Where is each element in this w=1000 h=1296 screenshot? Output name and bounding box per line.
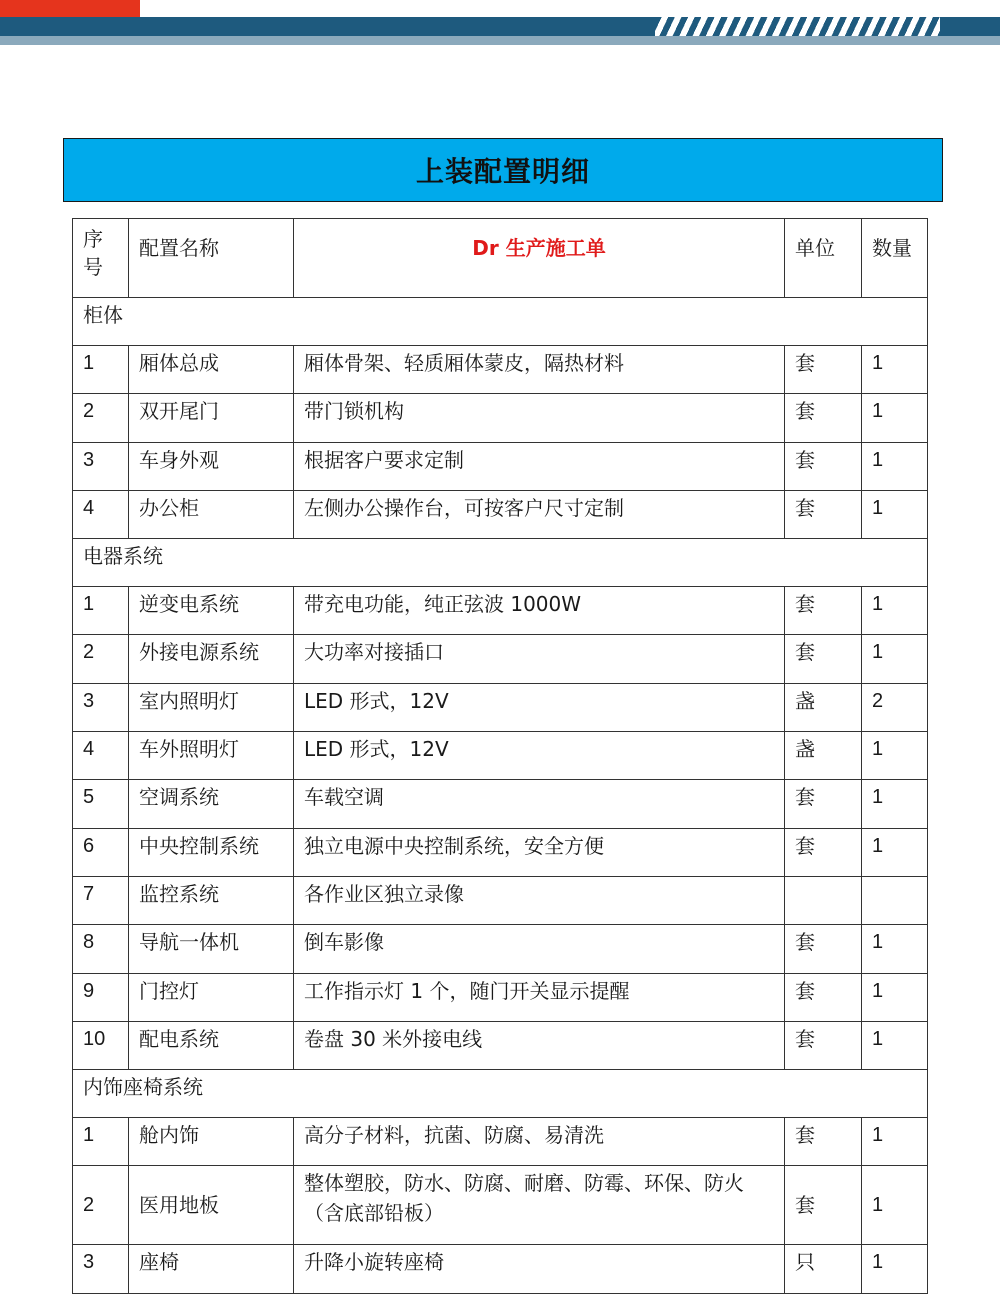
row-unit: 盏 bbox=[785, 732, 862, 780]
row-description: LED 形式，12V bbox=[294, 683, 785, 731]
header-band-end bbox=[940, 17, 1000, 36]
row-unit bbox=[785, 876, 862, 924]
row-unit: 套 bbox=[785, 925, 862, 973]
section-row bbox=[73, 539, 928, 587]
table-row bbox=[73, 1118, 928, 1166]
row-name: 配电系统 bbox=[129, 1021, 294, 1069]
row-unit: 套 bbox=[785, 490, 862, 538]
header-unit: 单位 bbox=[785, 219, 862, 298]
table-row bbox=[73, 683, 928, 731]
row-unit: 套 bbox=[785, 394, 862, 442]
table-row bbox=[73, 1021, 928, 1069]
row-number: 1 bbox=[73, 1118, 129, 1166]
row-unit: 套 bbox=[785, 587, 862, 635]
section-title: 内饰座椅系统 bbox=[73, 1070, 928, 1118]
row-description: 带充电功能，纯正弦波 1000W bbox=[294, 587, 785, 635]
row-number: 9 bbox=[73, 973, 129, 1021]
row-number: 4 bbox=[73, 732, 129, 780]
row-unit: 套 bbox=[785, 780, 862, 828]
row-name: 办公柜 bbox=[129, 490, 294, 538]
table-row bbox=[73, 780, 928, 828]
row-description: 卷盘 30 米外接电线 bbox=[294, 1021, 785, 1069]
section-title: 电器系统 bbox=[73, 539, 928, 587]
row-description: 高分子材料，抗菌、防腐、易清洗 bbox=[294, 1118, 785, 1166]
row-quantity: 2 bbox=[862, 683, 928, 731]
section-row bbox=[73, 298, 928, 346]
row-number: 6 bbox=[73, 828, 129, 876]
row-number: 2 bbox=[73, 1166, 129, 1245]
row-quantity: 1 bbox=[862, 828, 928, 876]
row-name: 监控系统 bbox=[129, 876, 294, 924]
row-name: 舱内饰 bbox=[129, 1118, 294, 1166]
table-row bbox=[73, 1245, 928, 1293]
row-description: 根据客户要求定制 bbox=[294, 442, 785, 490]
row-name: 双开尾门 bbox=[129, 394, 294, 442]
row-number: 2 bbox=[73, 635, 129, 683]
table-row bbox=[73, 925, 928, 973]
row-quantity: 1 bbox=[862, 780, 928, 828]
row-name: 车外照明灯 bbox=[129, 732, 294, 780]
row-description: 厢体骨架、轻质厢体蒙皮，隔热材料 bbox=[294, 346, 785, 394]
row-quantity: 1 bbox=[862, 973, 928, 1021]
header-seq: 序号 bbox=[73, 219, 129, 298]
row-description: 独立电源中央控制系统，安全方便 bbox=[294, 828, 785, 876]
row-unit: 套 bbox=[785, 635, 862, 683]
row-unit: 套 bbox=[785, 973, 862, 1021]
table-row bbox=[73, 490, 928, 538]
row-number: 3 bbox=[73, 442, 129, 490]
row-description: 车载空调 bbox=[294, 780, 785, 828]
row-name: 空调系统 bbox=[129, 780, 294, 828]
table-row bbox=[73, 973, 928, 1021]
config-table-body bbox=[73, 219, 928, 1294]
row-unit: 套 bbox=[785, 346, 862, 394]
table-row bbox=[73, 587, 928, 635]
row-description: 各作业区独立录像 bbox=[294, 876, 785, 924]
row-name: 逆变电系统 bbox=[129, 587, 294, 635]
header-qty: 数量 bbox=[862, 219, 928, 298]
row-unit: 套 bbox=[785, 1166, 862, 1245]
row-quantity: 1 bbox=[862, 635, 928, 683]
row-unit: 套 bbox=[785, 1021, 862, 1069]
row-unit: 套 bbox=[785, 1118, 862, 1166]
table-row bbox=[73, 1166, 928, 1245]
row-description: 大功率对接插口 bbox=[294, 635, 785, 683]
row-quantity: 1 bbox=[862, 587, 928, 635]
row-description: 左侧办公操作台，可按客户尺寸定制 bbox=[294, 490, 785, 538]
row-description: 倒车影像 bbox=[294, 925, 785, 973]
row-description: LED 形式，12V bbox=[294, 732, 785, 780]
row-quantity bbox=[862, 876, 928, 924]
header-name: 配置名称 bbox=[129, 219, 294, 298]
row-name: 导航一体机 bbox=[129, 925, 294, 973]
row-quantity: 1 bbox=[862, 1166, 928, 1245]
row-description: 带门锁机构 bbox=[294, 394, 785, 442]
config-table bbox=[72, 218, 928, 1294]
row-quantity: 1 bbox=[862, 394, 928, 442]
header-band-light bbox=[0, 36, 1000, 45]
table-row bbox=[73, 394, 928, 442]
row-quantity: 1 bbox=[862, 925, 928, 973]
row-name: 车身外观 bbox=[129, 442, 294, 490]
table-row bbox=[73, 828, 928, 876]
table-row bbox=[73, 442, 928, 490]
row-quantity: 1 bbox=[862, 1118, 928, 1166]
header-doc-title: Dr 生产施工单 bbox=[294, 219, 785, 298]
table-header-row bbox=[73, 219, 928, 298]
row-quantity: 1 bbox=[862, 490, 928, 538]
row-number: 1 bbox=[73, 587, 129, 635]
row-quantity: 1 bbox=[862, 1021, 928, 1069]
row-name: 室内照明灯 bbox=[129, 683, 294, 731]
row-name: 座椅 bbox=[129, 1245, 294, 1293]
row-name: 中央控制系统 bbox=[129, 828, 294, 876]
row-quantity: 1 bbox=[862, 1245, 928, 1293]
row-unit: 套 bbox=[785, 828, 862, 876]
row-number: 8 bbox=[73, 925, 129, 973]
row-number: 3 bbox=[73, 1245, 129, 1293]
table-row bbox=[73, 635, 928, 683]
header-accent-red bbox=[0, 0, 140, 17]
title-banner bbox=[63, 138, 943, 202]
row-description: 升降小旋转座椅 bbox=[294, 1245, 785, 1293]
row-name: 门控灯 bbox=[129, 973, 294, 1021]
row-quantity: 1 bbox=[862, 442, 928, 490]
row-unit: 套 bbox=[785, 442, 862, 490]
row-unit: 只 bbox=[785, 1245, 862, 1293]
row-number: 4 bbox=[73, 490, 129, 538]
row-number: 2 bbox=[73, 394, 129, 442]
row-unit: 盏 bbox=[785, 683, 862, 731]
row-quantity: 1 bbox=[862, 732, 928, 780]
page-title: 上装配置明细 bbox=[415, 155, 590, 188]
row-name: 医用地板 bbox=[129, 1166, 294, 1245]
row-quantity: 1 bbox=[862, 346, 928, 394]
row-name: 厢体总成 bbox=[129, 346, 294, 394]
row-number: 5 bbox=[73, 780, 129, 828]
row-description: 工作指示灯 1 个，随门开关显示提醒 bbox=[294, 973, 785, 1021]
row-number: 1 bbox=[73, 346, 129, 394]
section-row bbox=[73, 1070, 928, 1118]
table-row bbox=[73, 876, 928, 924]
table-row bbox=[73, 346, 928, 394]
row-number: 3 bbox=[73, 683, 129, 731]
row-name: 外接电源系统 bbox=[129, 635, 294, 683]
row-number: 10 bbox=[73, 1021, 129, 1069]
row-description: 整体塑胶，防水、防腐、耐磨、防霉、环保、防火（含底部铅板） bbox=[294, 1166, 785, 1245]
section-title: 柜体 bbox=[73, 298, 928, 346]
row-number: 7 bbox=[73, 876, 129, 924]
table-row bbox=[73, 732, 928, 780]
